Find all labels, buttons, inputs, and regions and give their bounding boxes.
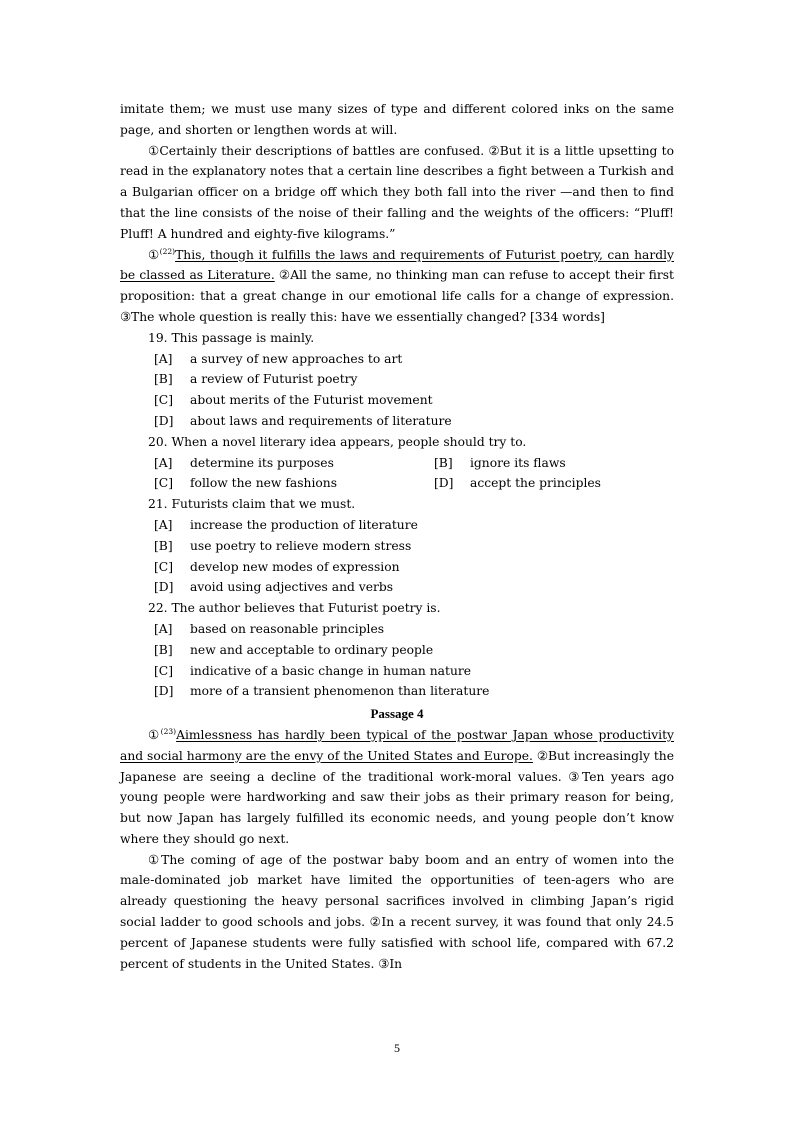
question-stem: 19. This passage is mainly. [148,330,315,345]
option-text: a survey of new approaches to art [190,351,403,366]
option-text: accept the principles [470,476,601,491]
question-reference: (23) [160,726,177,736]
option-b[interactable] [120,369,674,390]
sentence-marker: ① [148,727,161,742]
passage-heading: Passage 4 [370,706,424,722]
option-text: about merits of the Futurist movement [190,393,433,408]
option-c[interactable] [120,390,674,411]
option-text: a review of Futurist poetry [190,372,358,387]
option-a[interactable] [120,619,674,640]
question-20 [120,432,674,494]
sentence-marker: ① [148,247,160,262]
option-text: indicative of a basic change in human nature [190,663,472,678]
option-text: based on reasonable principles [190,621,385,636]
option-label: [D] [154,684,174,699]
option-text: avoid using adjectives and verbs [190,580,394,595]
option-row [120,473,674,494]
option-label: [D] [154,580,174,595]
option-d[interactable] [434,473,714,494]
question-reference: (22) [159,246,176,256]
option-label: [A] [154,621,173,636]
paragraph-aimlessness [120,725,674,850]
page-number: 5 [394,1041,400,1055]
option-label: [B] [154,538,173,553]
option-text: about laws and requirements of literature [190,413,452,428]
underlined-sentence: This, though it fulfills the laws and requirements of Futurist poetry, can hardly be classed as Literature. [120,247,674,283]
option-a[interactable] [120,515,674,536]
question-stem: 22. The author believes that Futurist poetry is. [148,601,441,616]
option-text: ignore its flaws [470,455,566,470]
option-b[interactable] [120,640,674,661]
paragraph-rest: ②But increasingly the Japanese are seeing a decline of the traditional work-moral values. ③Ten years ago young people were hardworking and saw their jobs as their primary reason for being, but now Japan has largely fulfilled its economic needs, and young people don’t know where they should go next. [120,748,674,846]
page-body [120,99,674,974]
option-a[interactable] [154,453,434,474]
option-text: more of a transient phenomenon than literature [190,684,490,699]
option-label: [A] [154,351,173,366]
option-row [120,453,674,474]
question-21 [120,494,674,598]
option-c[interactable] [154,473,434,494]
option-text: develop new modes of expression [190,559,400,574]
option-label: [C] [154,663,174,678]
option-text: new and acceptable to ordinary people [190,642,434,657]
question-stem: 20. When a novel literary idea appears, people should try to. [148,434,527,449]
paragraph-intro: imitate them; we must use many sizes of type and different colored inks on the same page, and shorten or lengthen words at will. [120,102,674,137]
option-d[interactable] [120,411,674,432]
option-text: determine its purposes [190,455,334,470]
option-c[interactable] [120,557,674,578]
option-d[interactable] [120,681,674,702]
option-a[interactable] [120,349,674,370]
option-label: [D] [154,413,174,428]
option-label: [C] [154,476,174,491]
option-label: [A] [154,517,173,532]
paragraph-futurist-laws [120,245,674,328]
underlined-sentence: Aimlessness has hardly been typical of the postwar Japan whose productivity and social harmony are the envy of the United States and Europe. [120,727,674,763]
paragraph-baby-boom: ①The coming of age of the postwar baby boom and an entry of women into the male-dominated job market have limited the opportunities of teen-agers who are already questioning the heavy personal sacrifices involved in climbing Japan’s rigid social ladder to good schools and jobs. ②In a recent survey, it was found that only 24.5 percent of Japanese students were fully satisfied with school life, compared with 67.2 percent of students in the United States. ③In [120,852,674,971]
question-19 [120,328,674,432]
option-label: [D] [434,476,454,491]
question-stem: 21. Futurists claim that we must. [148,497,356,512]
option-text: use poetry to relieve modern stress [190,538,412,553]
option-label: [B] [434,455,453,470]
option-label: [C] [154,559,174,574]
option-label: [B] [154,372,173,387]
option-b[interactable] [434,453,714,474]
option-label: [A] [154,455,173,470]
option-text: increase the production of literature [190,517,418,532]
option-d[interactable] [120,577,674,598]
paragraph-rest: ②All the same, no thinking man can refuse to accept their first proposition: that a great change in our emotional life calls for a change of expression. ③The whole question is really this: have we essentially changed? [334 words] [120,268,674,324]
option-text: follow the new fashions [190,476,338,491]
option-b[interactable] [120,536,674,557]
option-c[interactable] [120,661,674,682]
option-label: [B] [154,642,173,657]
paragraph-battles: ①Certainly their descriptions of battles are confused. ②But it is a little upsetting to read in the explanatory notes that a certain line describes a fight between a Turkish and a Bulgarian officer on a bridge off which they both fall into the river —and then to find that the line consists of the noise of their falling and the weights of the officers: “Pluff! Pluff! A hundred and eighty-five kilograms.” [120,143,674,241]
question-22 [120,598,674,702]
option-label: [C] [154,393,174,408]
